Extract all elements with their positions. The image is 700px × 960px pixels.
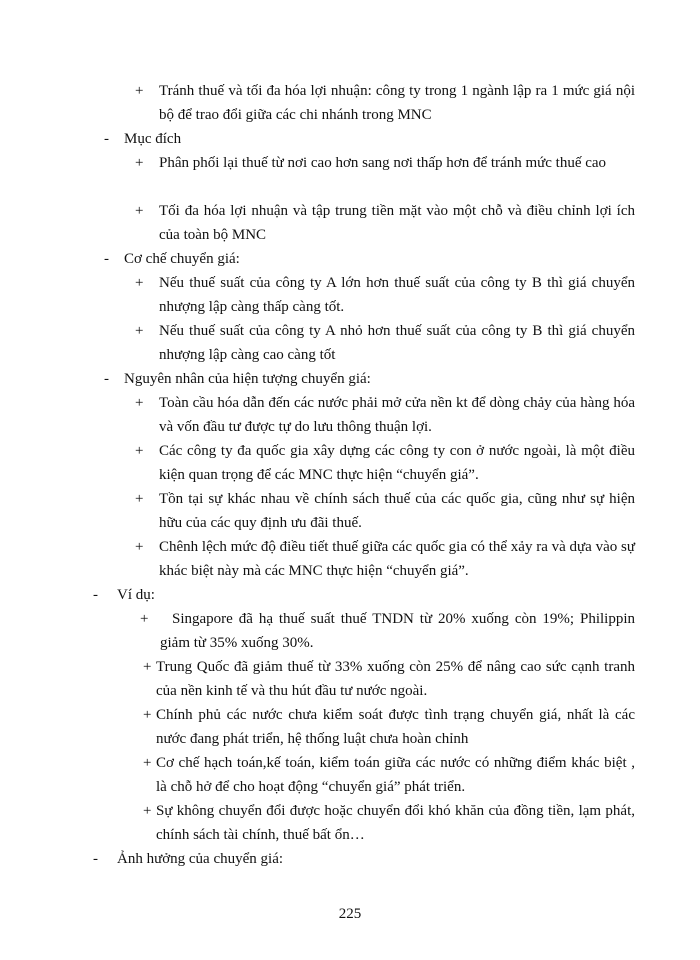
list-item: [143, 655, 635, 703]
plus-bullet: +: [135, 539, 144, 555]
plus-bullet: +: [143, 755, 152, 771]
list-item-text: Singapore đã hạ thuế suất thuế TNDN từ 20% xuống còn 19%; Philippin giảm từ 35% xuống 30%.: [160, 611, 635, 651]
plus-bullet: +: [135, 155, 144, 171]
list-item: [135, 151, 635, 199]
list-item-text: Các công ty đa quốc gia xây dựng các công ty con ở nước ngoài, là một điều kiện quan trọng để các MNC thực hiện “chuyển giá”.: [159, 443, 635, 483]
plus-bullet: +: [135, 275, 144, 291]
section-heading: Ảnh hưởng của chuyển giá:: [117, 851, 284, 867]
list-item-text: Chênh lệch mức độ điều tiết thuế giữa các quốc gia có thể xảy ra và dựa vào sự khác biệt này mà các MNC thực hiện “chuyển giá”.: [159, 539, 635, 579]
dash-bullet: -: [93, 587, 98, 603]
list-item-text: Tối đa hóa lợi nhuận và tập trung tiền mặt vào một chỗ và điều chỉnh lợi ích của toàn bộ MNC: [159, 203, 635, 243]
page-number: 225: [338, 906, 362, 922]
dash-bullet: -: [104, 371, 109, 387]
dash-bullet: -: [93, 851, 98, 867]
list-item: [104, 247, 635, 271]
list-item: [135, 199, 635, 247]
list-item: [140, 607, 635, 655]
list-item-text: Tránh thuế và tối đa hóa lợi nhuận: công ty trong 1 ngành lập ra 1 mức giá nội bộ để trao đổi giữa các chi nhánh trong MNC: [159, 83, 635, 123]
list-item: [93, 847, 635, 871]
list-item: [104, 367, 635, 391]
section-heading: Mục đích: [124, 131, 182, 147]
list-item: [135, 439, 635, 487]
plus-bullet: +: [135, 443, 144, 459]
plus-bullet: +: [143, 659, 152, 675]
list-item: [143, 799, 635, 847]
list-item: [135, 271, 635, 319]
plus-bullet: +: [135, 83, 144, 99]
plus-bullet: +: [143, 803, 152, 819]
list-item: [135, 391, 635, 439]
list-item: [143, 703, 635, 751]
plus-bullet: +: [135, 323, 144, 339]
list-item: [93, 583, 635, 607]
section-heading: Ví dụ:: [117, 587, 155, 603]
list-item-text: Toàn cầu hóa dẫn đến các nước phải mở cửa nền kt để dòng chảy của hàng hóa và vốn đầu tư được tự do lưu thông thuận lợi.: [159, 395, 635, 435]
plus-bullet: +: [140, 611, 149, 627]
plus-bullet: +: [143, 707, 152, 723]
list-item: [104, 127, 635, 151]
section-heading: Cơ chế chuyển giá:: [124, 251, 240, 267]
list-item-text: Phân phối lại thuế từ nơi cao hơn sang nơi thấp hơn để tránh mức thuế cao: [159, 155, 607, 171]
list-item-text: Tồn tại sự khác nhau về chính sách thuế của các quốc gia, cũng như sự hiện hữu của các quy định ưu đãi thuế.: [159, 491, 635, 531]
plus-bullet: +: [135, 491, 144, 507]
list-item-text: Cơ chế hạch toán,kế toán, kiểm toán giữa các nước có những điểm khác biệt , là chỗ hở để cho hoạt động “chuyển giá” phát triển.: [156, 755, 635, 795]
list-item-text: Nếu thuế suất của công ty A lớn hơn thuế suất của công ty B thì giá chuyển nhượng lập càng thấp càng tốt.: [159, 275, 635, 315]
list-item: [135, 319, 635, 367]
list-item: [143, 751, 635, 799]
list-item-text: Nếu thuế suất của công ty A nhỏ hơn thuế suất của công ty B thì giá chuyển nhượng lập càng cao càng tốt: [159, 323, 635, 363]
dash-bullet: -: [104, 251, 109, 267]
list-item: [135, 535, 635, 583]
list-item-text: Sự không chuyển đổi được hoặc chuyển đổi khó khăn của đồng tiền, lạm phát, chính sách tài chính, thuế bất ổn…: [156, 803, 635, 843]
list-item-text: Trung Quốc đã giảm thuế từ 33% xuống còn 25% để nâng cao sức cạnh tranh của nền kinh tế và thu hút đầu tư nước ngoài.: [156, 659, 635, 699]
plus-bullet: +: [135, 203, 144, 219]
list-item-text: Chính phủ các nước chưa kiểm soát được tình trạng chuyển giá, nhất là các nước đang phát triển, hệ thống luật chưa hoàn chỉnh: [156, 707, 635, 747]
plus-bullet: +: [135, 395, 144, 411]
section-heading: Nguyên nhân của hiện tượng chuyển giá:: [124, 371, 371, 387]
list-item: [135, 487, 635, 535]
dash-bullet: -: [104, 131, 109, 147]
list-item: [135, 79, 635, 127]
